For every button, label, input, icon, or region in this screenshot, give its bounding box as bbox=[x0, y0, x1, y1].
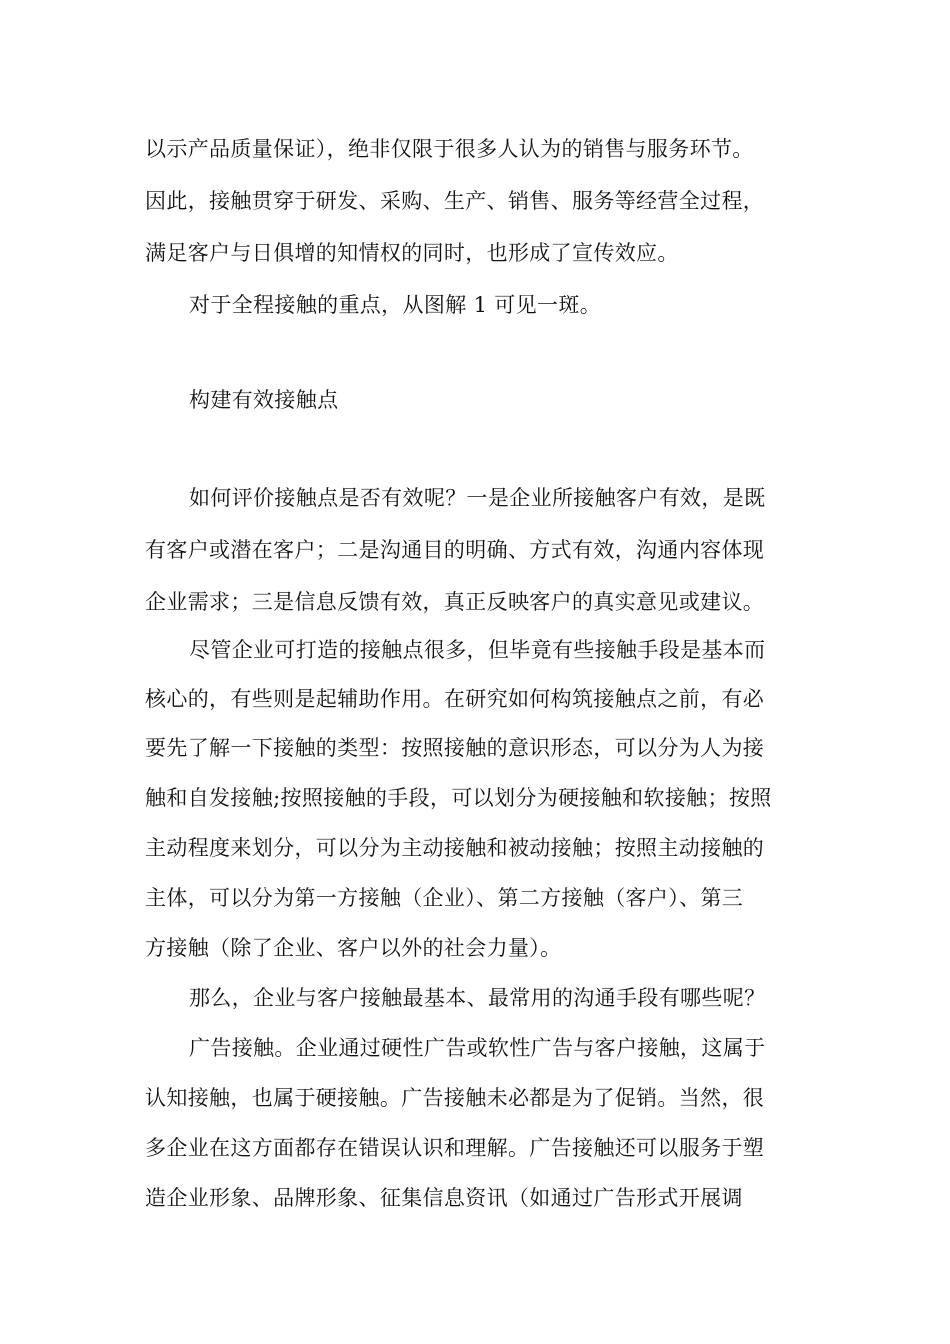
text-line-16: 那么，企业与客户接触最基本、最常用的沟通手段有哪些呢？ bbox=[189, 986, 766, 1010]
text-line-6: 如何评价接触点是否有效呢？一是企业所接触客户有效，是既 bbox=[189, 486, 766, 510]
text-line-15: 方接触（除了企业、客户以外的社会力量）。 bbox=[145, 936, 562, 960]
text-line-18: 认知接触，也属于硬接触。广告接触未必都是为了促销。当然，很 bbox=[145, 1086, 765, 1110]
section-heading: 构建有效接触点 bbox=[189, 388, 339, 412]
text-line-19: 多企业在这方面都存在错误认识和理解。广告接触还可以服务于塑 bbox=[145, 1136, 765, 1160]
text-line-10: 核心的，有些则是起辅助作用。在研究如何构筑接触点之前，有必 bbox=[145, 687, 765, 711]
text-line-12: 触和自发接触;按照接触的手段，可以划分为硬接触和软接触；按照 bbox=[145, 786, 772, 810]
text-line-7: 有客户或潜在客户；二是沟通目的明确、方式有效，沟通内容体现 bbox=[145, 538, 765, 562]
text-line-20: 造企业形象、品牌形象、征集信息资讯（如通过广告形式开展调 bbox=[145, 1186, 743, 1210]
text-line-1: 以示产品质量保证），绝非仅限于很多人认为的销售与服务环节。 bbox=[145, 137, 754, 161]
text-line-9: 尽管企业可打造的接触点很多，但毕竟有些接触手段是基本而 bbox=[189, 638, 766, 662]
text-line-13: 主动程度来划分，可以分为主动接触和被动接触；按照主动接触的 bbox=[145, 836, 765, 860]
text-line-4: 对于全程接触的重点，从图解 1 可见一斑。 bbox=[189, 293, 602, 317]
text-line-17: 广告接触。企业通过硬性广告或软性广告与客户接触，这属于 bbox=[189, 1036, 766, 1060]
text-line-8: 企业需求；三是信息反馈有效，真正反映客户的真实意见或建议。 bbox=[145, 590, 765, 614]
text-line-2: 因此，接触贯穿于研发、采购、生产、销售、服务等经营全过程， bbox=[145, 189, 765, 213]
text-line-3: 满足客户与日俱增的知情权的同时，也形成了宣传效应。 bbox=[145, 241, 679, 265]
text-line-14: 主体，可以分为第一方接触（企业）、第二方接触（客户）、第三 bbox=[145, 886, 744, 910]
text-line-11: 要先了解一下接触的类型：按照接触的意识形态，可以分为人为接 bbox=[145, 736, 765, 760]
